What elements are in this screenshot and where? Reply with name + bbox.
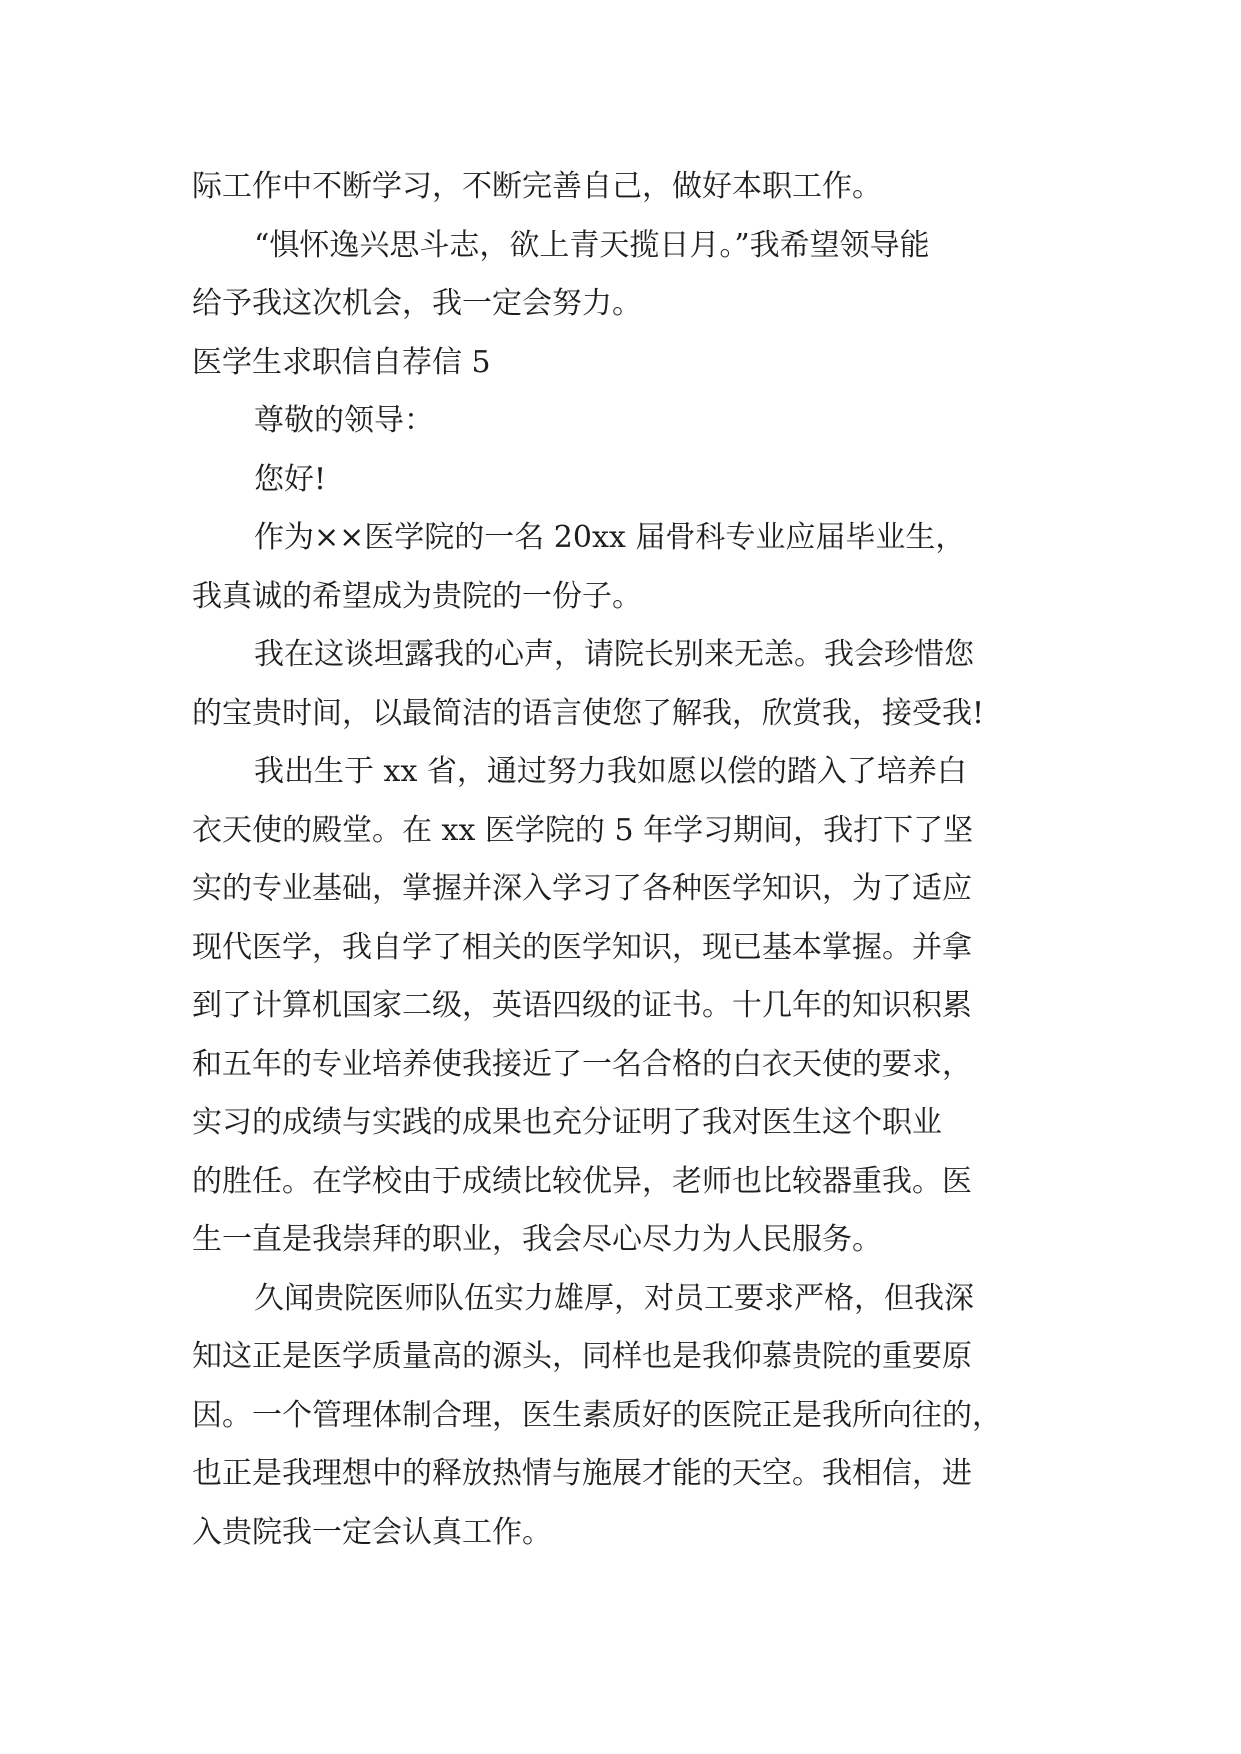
text-line: 的宝贵时间，以最简洁的语言使您了解我，欣赏我，接受我! [192, 695, 985, 731]
text-line: 知这正是医学质量高的源头，同样也是我仰慕贵院的重要原 [192, 1339, 972, 1374]
text-line: 到了计算机国家二级，英语四级的证书。十几年的知识积累 [192, 988, 972, 1023]
greeting: 您好! [254, 461, 327, 497]
document-body [192, 158, 1062, 1562]
text-line: 入贵院我一定会认真工作。 [192, 1514, 552, 1550]
text-line: 现代医学，我自学了相关的医学知识，现已基本掌握。并拿 [192, 929, 972, 965]
text-line: 我真诚的希望成为贵院的一份子。 [192, 578, 642, 614]
section-heading: 医学生求职信自荐信 5 [192, 344, 491, 380]
text-line: 因。一个管理体制合理，医生素质好的医院正是我所向往的， [192, 1397, 1002, 1433]
text-line: 衣天使的殿堂。在 xx 医学院的 5 年学习期间，我打下了坚 [192, 812, 974, 848]
salutation: 尊敬的领导： [254, 403, 434, 438]
text-line: 给予我这次机会，我一定会努力。 [192, 286, 642, 321]
text-line: 久闻贵院医师队伍实力雄厚，对员工要求严格，但我深 [254, 1280, 974, 1316]
text-line: 生一直是我崇拜的职业，我会尽心尽力为人民服务。 [192, 1222, 882, 1257]
text-line: 实的专业基础，掌握并深入学习了各种医学知识，为了适应 [192, 871, 972, 906]
text-line: 和五年的专业培养使我接近了一名合格的白衣天使的要求， [192, 1046, 972, 1082]
text-line: 作为××医学院的一名 20xx 届骨科专业应届毕业生， [254, 520, 966, 555]
text-line: 的胜任。在学校由于成绩比较优异，老师也比较器重我。医 [192, 1163, 972, 1199]
text-line: “惧怀逸兴思斗志，欲上青天揽日月。”我希望领导能 [254, 227, 930, 263]
text-line: 际工作中不断学习，不断完善自己，做好本职工作。 [192, 169, 882, 204]
text-line: 也正是我理想中的释放热情与施展才能的天空。我相信，进 [192, 1456, 972, 1491]
text-line: 我在这谈坦露我的心声，请院长别来无恙。我会珍惜您 [254, 637, 974, 672]
text-line: 我出生于 xx 省，通过努力我如愿以偿的踏入了培养白 [254, 754, 967, 789]
text-line: 实习的成绩与实践的成果也充分证明了我对医生这个职业 [192, 1105, 942, 1140]
